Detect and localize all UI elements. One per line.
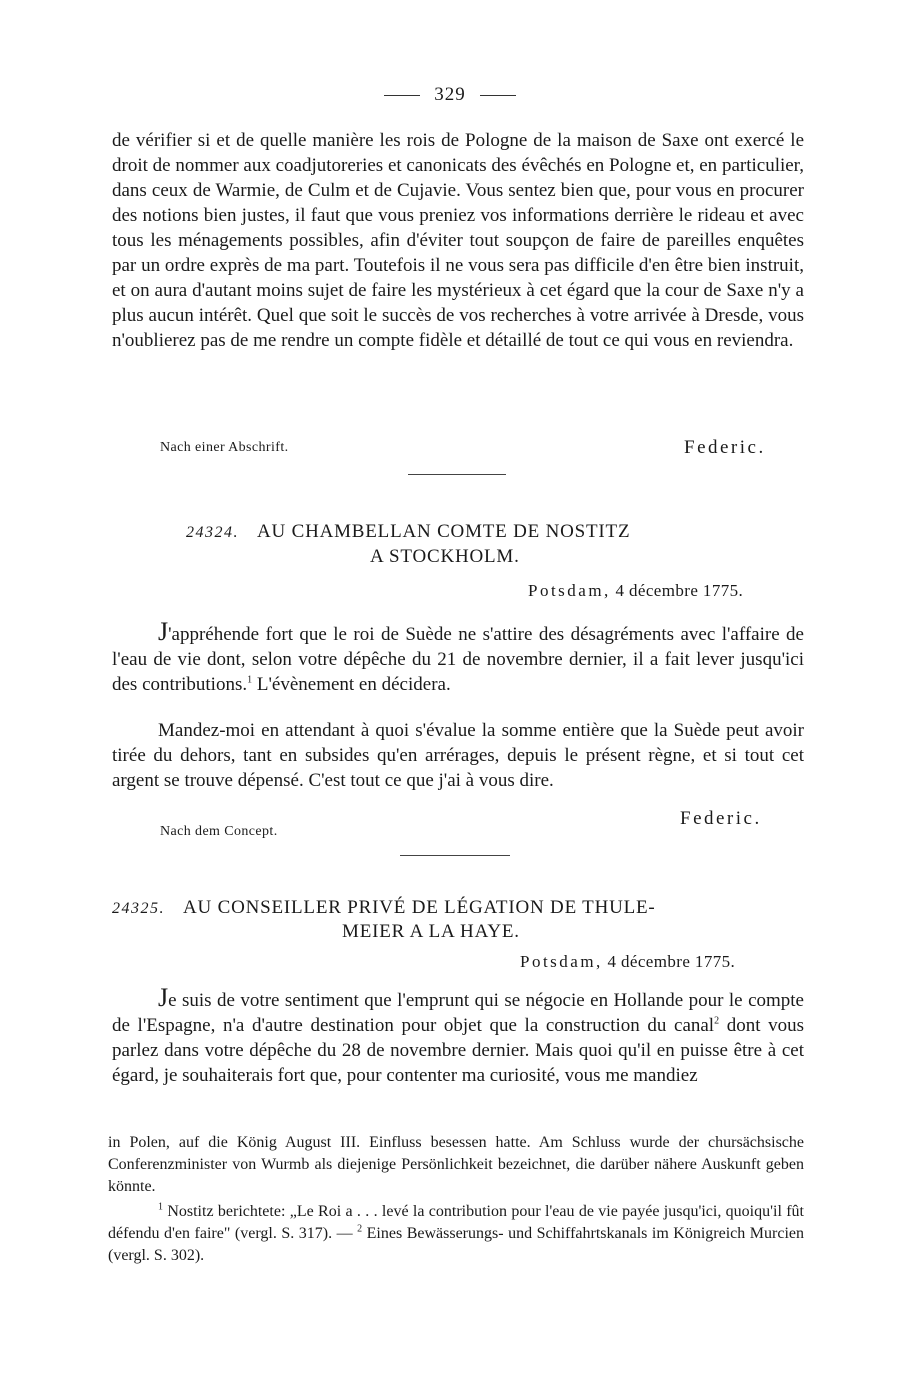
letter-number: 24325. (112, 900, 165, 917)
section-divider-2 (400, 855, 510, 856)
date: 4 décembre 1775. (607, 952, 736, 971)
page-number-header (0, 84, 900, 106)
letter-heading-line1: AU CHAMBELLAN COMTE DE NOSTITZ (257, 521, 631, 542)
footnote-2: Eines Bewässerungs- und Schiffahrtskanals im Königreich Murcien (vergl. S. 302). (108, 1225, 804, 1264)
footnote-mark-1: 1 (158, 1201, 163, 1213)
source-note-1: Nach einer Abschrift. (160, 440, 289, 455)
paragraph-text: L'évènement en décidera. (252, 674, 451, 695)
source-note-2: Nach dem Concept. (160, 824, 278, 839)
letter-24325-paragraph-1 (112, 985, 804, 1088)
letter-24324-paragraph-1 (112, 619, 804, 697)
footnote-ref-2: 2 (714, 1015, 720, 1027)
paragraph-text: dont vous parlez dans votre dépêche du 28 de novembre dernier. Mais quoi qu'il en puisse être à cet égard, je souhaiterais fort que, pour contenter ma curiosité, vous me mandiez (112, 1015, 804, 1086)
letter-heading-line2: MEIER A LA HAYE. (342, 921, 520, 942)
header-dash-left (384, 95, 420, 96)
signature-1: Federic. (684, 437, 766, 458)
footnote-ref-1: 1 (247, 674, 253, 686)
header-dash-right (480, 95, 516, 96)
letter-24324-paragraph-2: Mandez-moi en attendant à quoi s'évalue la somme entière que la Suède peut avoir tirée du dehors, tant en subsides qu'en arrérages, depuis le présent règne, et si tout cet argent se trouve dépensé. C'est tout ce que j'ai à vous dire. (112, 720, 804, 791)
signature-2: Federic. (680, 808, 762, 829)
paragraph-text: 'appréhende fort que le roi de Suède ne s'attire des désagréments avec l'affaire de l'eau de vie dont, selon votre dépêche du 21 de novembre dernier, il a fait lever jusqu'ici des contributions. (112, 624, 804, 695)
section-divider-1 (408, 474, 506, 475)
place-date-24325 (520, 952, 735, 972)
footnote-continuation: in Polen, auf die König August III. Einfluss besessen hatte. Am Schluss wurde der chursächsische Conferenzminister von Wurmb als diejenige Persönlichkeit bezeichnet, die darüber nähere Auskunft geben könnte. (108, 1134, 804, 1195)
letter-heading-24324 (186, 519, 630, 545)
letter-heading-line2: A STOCKHOLM. (370, 546, 520, 567)
paragraph-text: e suis de votre sentiment que l'emprunt qui se négocie en Hollande pour le compte de l'Espagne, n'a d'autre destination pour objet que la construction du canal (112, 990, 804, 1036)
footnote-1: Nostitz berichtete: „Le Roi a . . . levé la contribution pour l'eau de vie payée jusqu'ici, quoiqu'il fût défendu d'en faire" (vergl. S. 317). — (108, 1203, 804, 1242)
place: Potsdam, (520, 952, 603, 971)
page-number: 329 (434, 84, 466, 105)
footnote-mark-2: 2 (357, 1223, 363, 1235)
continuation-paragraph: de vérifier si et de quelle manière les rois de Pologne de la maison de Saxe ont exercé le droit de nommer aux coadjutoreries et canonicats des évêchés en Pologne et, en particulier, dans ceux de Warmie, de Culm et de Cujavie. Vous sentez bien que, pour vous en procurer des notions bien justes, il faut que vous preniez vos informations derrière le rideau et avec tous les ménagements possibles, afin d'éviter tout soupçon de faire de pareilles enquêtes par un ordre exprès de ma part. Toutefois il ne vous sera pas difficile d'en être bien instruit, et on aura d'autant moins sujet de faire les mystérieux à cet égard que la cour de Saxe n'y a plus aucun intérêt. Quel que soit le succès de vos recherches à votre arrivée à Dresde, vous n'oublierez pas de me rendre un compte fidèle et détaillé de tout ce qui vous en reviendra. (112, 130, 804, 351)
letter-heading-24325 (112, 895, 656, 921)
initial-letter: J (158, 617, 169, 646)
footnotes (108, 1132, 804, 1267)
letter-number: 24324. (186, 524, 239, 541)
footnotes-1-2 (108, 1201, 804, 1267)
letter-heading-line1: AU CONSEILLER PRIVÉ DE LÉGATION DE THULE- (183, 897, 656, 918)
date: 4 décembre 1775. (615, 581, 744, 600)
place-date-24324 (528, 581, 743, 601)
initial-letter: J (158, 983, 169, 1012)
place: Potsdam, (528, 581, 611, 600)
